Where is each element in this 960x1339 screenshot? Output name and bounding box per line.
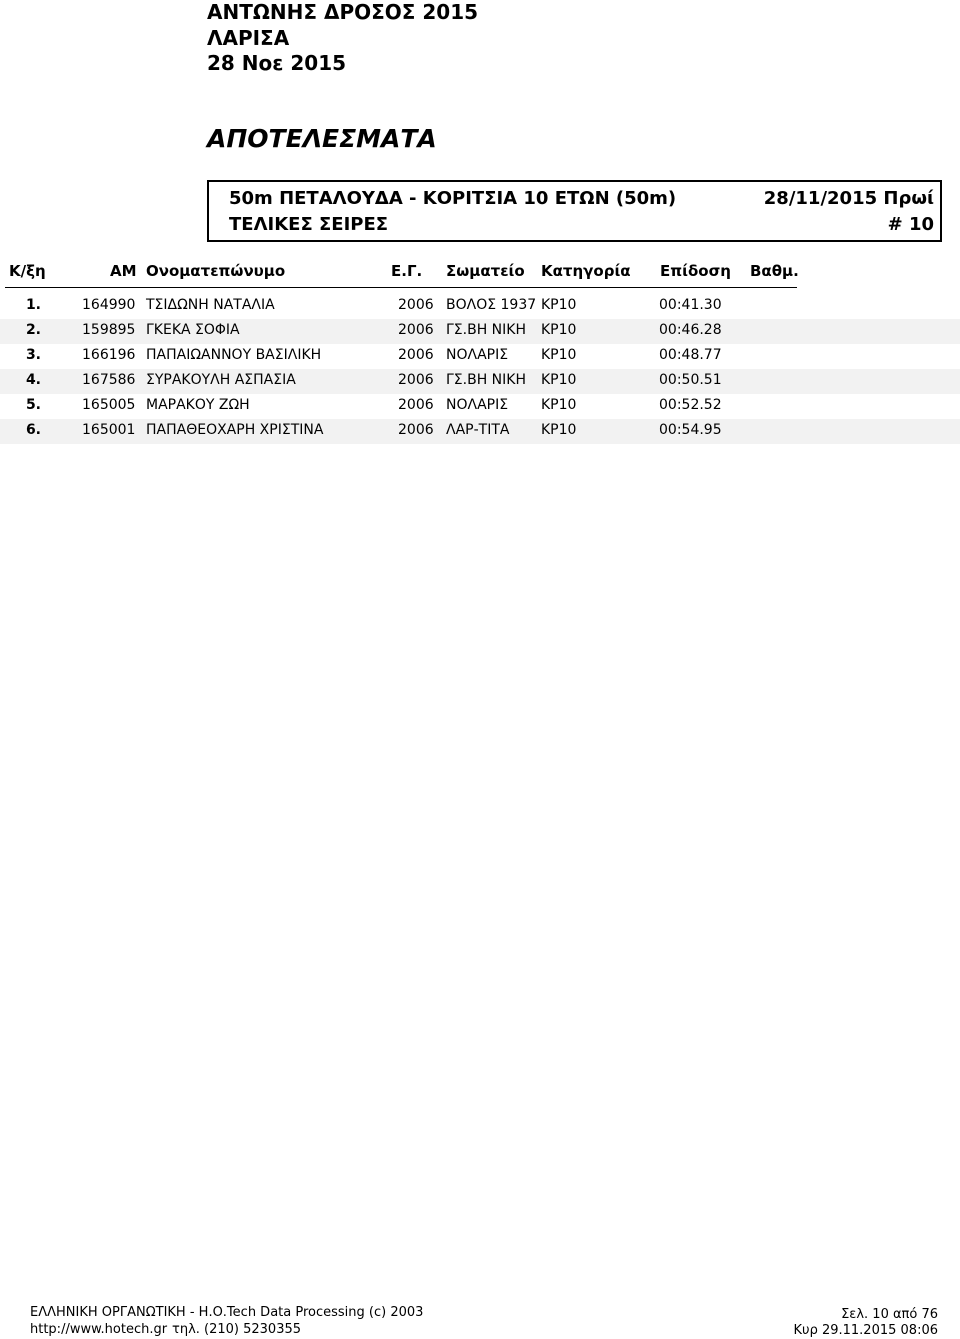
rank: 3. bbox=[25, 347, 41, 363]
birth-year: 2006 bbox=[398, 322, 434, 338]
event-name: 50m ΠΕΤΑΛΟΥΔΑ - ΚΟΡΙΤΣΙΑ 10 ΕΤΩΝ (50m) bbox=[229, 188, 677, 209]
club: ΛΑΡ-ΤΙΤΑ bbox=[446, 422, 510, 438]
swimmer-name: ΜΑΡΑΚΟΥ ΖΩΗ bbox=[146, 397, 250, 413]
event-box bbox=[207, 180, 942, 242]
footer-organizer: ΕΛΛΗΝΙΚΗ ΟΡΓΑΝΩΤΙΚΗ - Η.Ο.Tech Data Processing (c) 2003 bbox=[30, 1305, 424, 1320]
print-timestamp: Κυρ 29.11.2015 08:06 bbox=[793, 1323, 938, 1338]
table-row bbox=[0, 369, 960, 394]
rank: 1. bbox=[25, 297, 41, 313]
footer-url[interactable]: http://www.hotech.gr bbox=[30, 1322, 168, 1337]
col-rank: Κ/ξη bbox=[9, 262, 46, 280]
club: ΒΟΛΟΣ 1937 bbox=[446, 297, 537, 313]
category: ΚΡ10 bbox=[541, 347, 577, 363]
category: ΚΡ10 bbox=[541, 422, 577, 438]
header-divider bbox=[5, 287, 797, 288]
am: 167586 bbox=[82, 372, 136, 388]
category: ΚΡ10 bbox=[541, 372, 577, 388]
competition-city: ΛΑΡΙΣΑ bbox=[207, 26, 290, 50]
club: ΓΣ.ΒΗ ΝΙΚΗ bbox=[446, 372, 526, 388]
event-datetime: 28/11/2015 Πρωί bbox=[763, 188, 934, 209]
rank: 5. bbox=[25, 397, 41, 413]
club: ΝΟΛΑΡΙΣ bbox=[446, 347, 509, 363]
am: 166196 bbox=[82, 347, 136, 363]
table-row bbox=[0, 319, 960, 344]
table-row bbox=[0, 419, 960, 444]
event-phase: ΤΕΛΙΚΕΣ ΣΕΙΡΕΣ bbox=[229, 214, 389, 235]
am: 164990 bbox=[82, 297, 136, 313]
results-table bbox=[0, 294, 960, 444]
table-row bbox=[0, 294, 960, 319]
col-category: Κατηγορία bbox=[541, 262, 631, 280]
column-headers bbox=[0, 262, 960, 284]
time: 00:41.30 bbox=[659, 297, 722, 313]
swimmer-name: ΠΑΠΑΙΩΑΝΝΟΥ ΒΑΣΙΛΙΚΗ bbox=[146, 347, 322, 363]
page-number: Σελ. 10 από 76 bbox=[841, 1307, 938, 1322]
swimmer-name: ΣΥΡΑΚΟΥΛΗ ΑΣΠΑΣΙΑ bbox=[146, 372, 296, 388]
footer bbox=[0, 1303, 960, 1339]
time: 00:48.77 bbox=[659, 347, 722, 363]
rank: 2. bbox=[25, 322, 41, 338]
rank: 4. bbox=[25, 372, 41, 388]
time: 00:50.51 bbox=[659, 372, 722, 388]
table-row bbox=[0, 344, 960, 369]
swimmer-name: ΠΑΠΑΘΕΟΧΑΡΗ ΧΡΙΣΤΙΝΑ bbox=[146, 422, 324, 438]
col-am: ΑΜ bbox=[110, 262, 137, 280]
time: 00:46.28 bbox=[659, 322, 722, 338]
col-year: Ε.Γ. bbox=[391, 262, 423, 280]
category: ΚΡ10 bbox=[541, 397, 577, 413]
col-club: Σωματείο bbox=[446, 262, 525, 280]
am: 165001 bbox=[82, 422, 136, 438]
time: 00:54.95 bbox=[659, 422, 722, 438]
swimmer-name: ΓΚΕΚΑ ΣΟΦΙΑ bbox=[146, 322, 240, 338]
am: 159895 bbox=[82, 322, 136, 338]
competition-title: ΑΝΤΩΝΗΣ ΔΡΟΣΟΣ 2015 bbox=[207, 0, 479, 24]
am: 165005 bbox=[82, 397, 136, 413]
swimmer-name: ΤΣΙΔΩΝΗ ΝΑΤΑΛΙΑ bbox=[146, 297, 275, 313]
category: ΚΡ10 bbox=[541, 297, 577, 313]
club: ΝΟΛΑΡΙΣ bbox=[446, 397, 509, 413]
table-row bbox=[0, 394, 960, 419]
category: ΚΡ10 bbox=[541, 322, 577, 338]
footer-phone: τηλ. (210) 5230355 bbox=[172, 1322, 302, 1337]
birth-year: 2006 bbox=[398, 297, 434, 313]
col-name: Ονοματεπώνυμο bbox=[146, 262, 286, 280]
club: ΓΣ.ΒΗ ΝΙΚΗ bbox=[446, 322, 526, 338]
birth-year: 2006 bbox=[398, 422, 434, 438]
rank: 6. bbox=[25, 422, 41, 438]
birth-year: 2006 bbox=[398, 397, 434, 413]
birth-year: 2006 bbox=[398, 347, 434, 363]
col-time: Επίδοση bbox=[660, 262, 731, 280]
competition-date: 28 Νοε 2015 bbox=[207, 51, 347, 75]
results-title: ΑΠΟΤΕΛΕΣΜΑΤΑ bbox=[207, 124, 437, 153]
birth-year: 2006 bbox=[398, 372, 434, 388]
event-number: # 10 bbox=[887, 214, 934, 235]
col-points: Βαθμ. bbox=[750, 262, 799, 280]
time: 00:52.52 bbox=[659, 397, 722, 413]
